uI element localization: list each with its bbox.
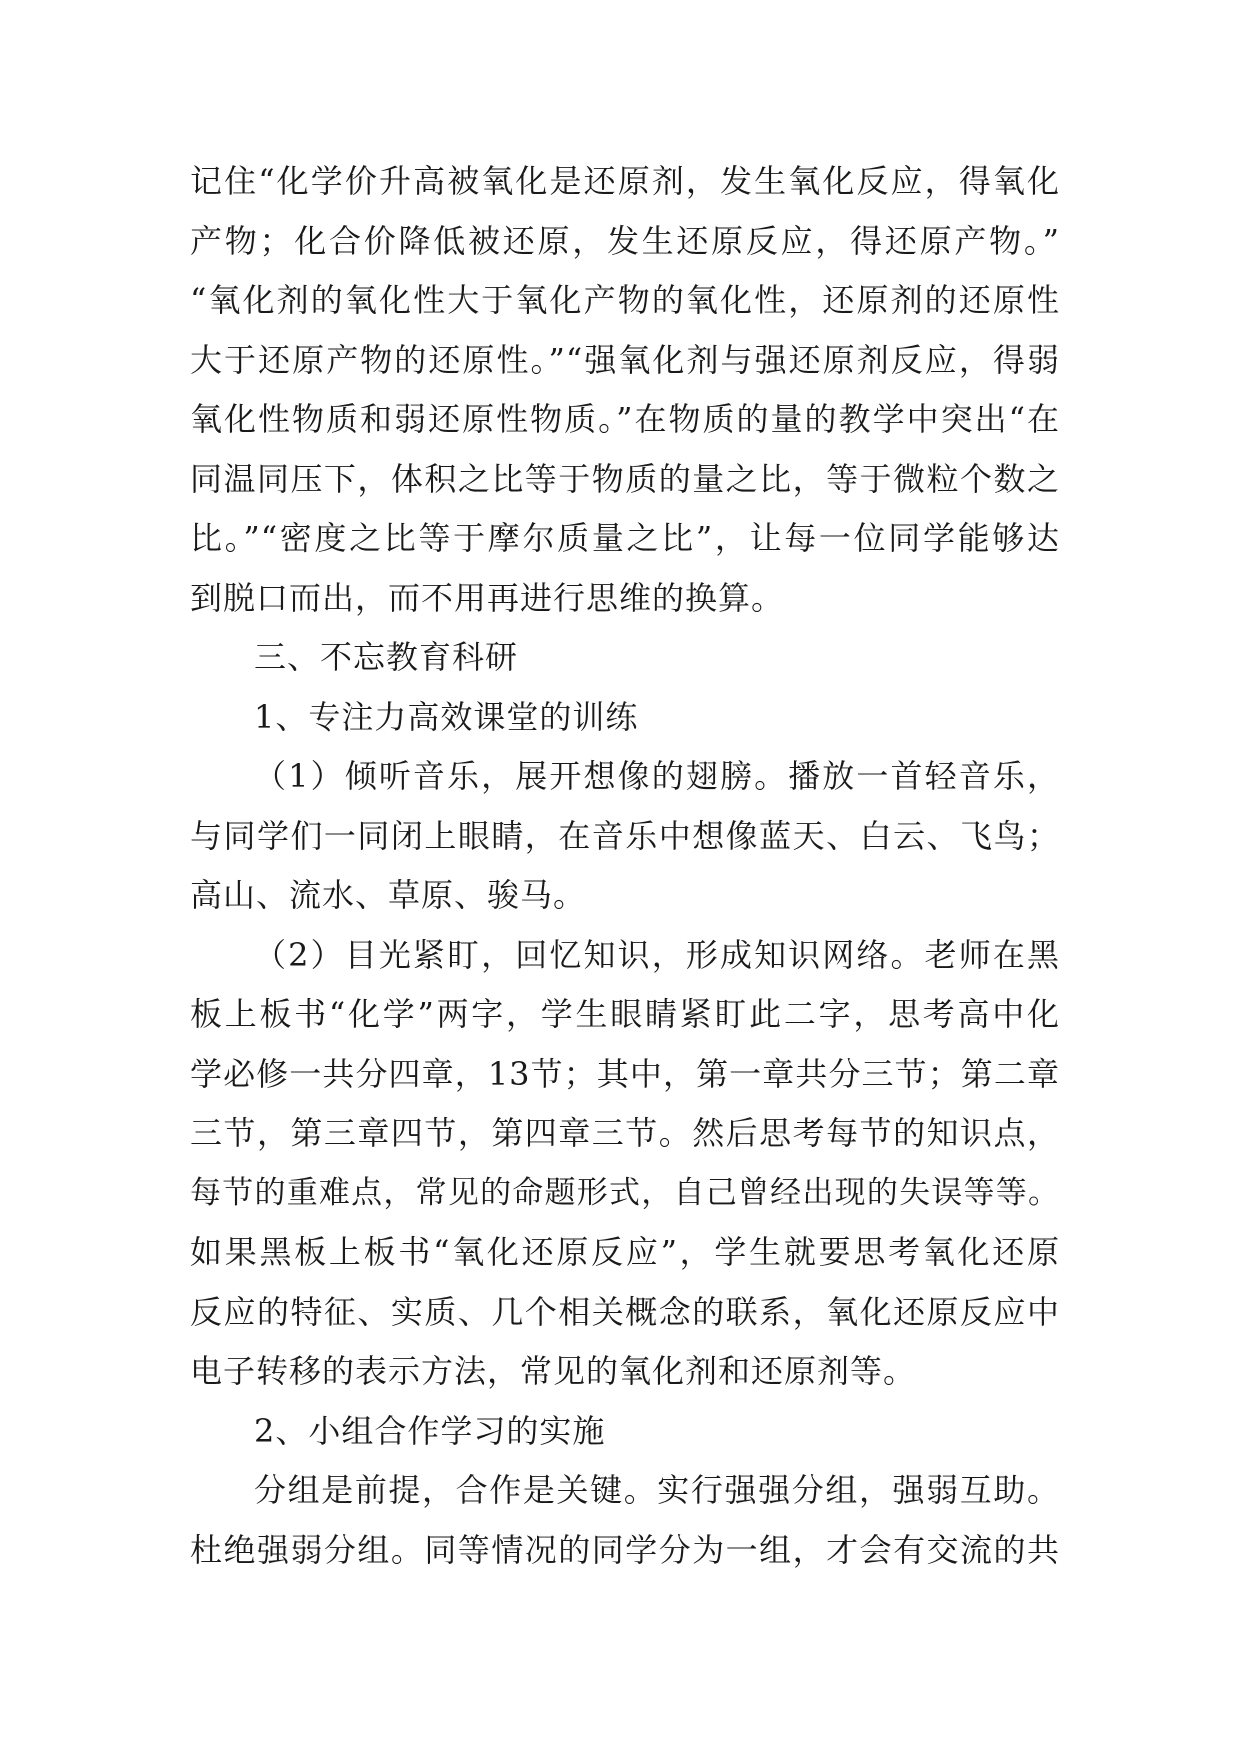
text-line: 三节，第三章四节，第四章三节。然后思考每节的知识点， <box>190 1114 1060 1152</box>
text-line: 板上板书“化学”两字，学生眼睛紧盯此二字，思考高中化 <box>190 995 1060 1033</box>
text-line: 每节的重难点，常见的命题形式，自己曾经出现的失误等等。 <box>190 1174 1060 1211</box>
text-line: 2、小组合作学习的实施 <box>254 1411 606 1450</box>
text-line: 到脱口而出，而不用再进行思维的换算。 <box>190 578 785 617</box>
text-line: （2）目光紧盯，回忆知识，形成知识网络。老师在黑 <box>254 935 1060 974</box>
text-line: 电子转移的表示方法，常见的氧化剂和还原剂等。 <box>190 1352 917 1390</box>
text-line: 1、专注力高效课堂的训练 <box>254 697 639 736</box>
body-text <box>190 152 1060 1580</box>
text-line: （1）倾听音乐，展开想像的翅膀。播放一首轻音乐， <box>254 757 1060 795</box>
text-line: 与同学们一同闭上眼睛，在音乐中想像蓝天、白云、飞鸟； <box>190 816 1060 855</box>
text-line: 氧化性物质和弱还原性物质。”在物质的量的教学中突出“在 <box>190 400 1060 438</box>
text-line: 如果黑板上板书“氧化还原反应”，学生就要思考氧化还原 <box>190 1233 1060 1271</box>
text-line: 三、不忘教育科研 <box>254 638 519 676</box>
text-line: 高山、流水、草原、骏马。 <box>190 876 587 914</box>
text-line: “氧化剂的氧化性大于氧化产物的氧化性，还原剂的还原性 <box>190 281 1060 319</box>
text-line: 分组是前提，合作是关键。实行强强分组，强弱互助。 <box>254 1471 1060 1509</box>
text-line: 反应的特征、实质、几个相关概念的联系，氧化还原反应中 <box>190 1292 1060 1331</box>
text-line: 杜绝强弱分组。同等情况的同学分为一组，才会有交流的共 <box>190 1530 1060 1569</box>
text-line: 同温同压下，体积之比等于物质的量之比，等于微粒个数之 <box>190 459 1060 498</box>
text-line: 比。”“密度之比等于摩尔质量之比”，让每一位同学能够达 <box>190 519 1060 557</box>
text-line: 产物；化合价降低被还原，发生还原反应，得还原产物。” <box>190 221 1060 260</box>
text-line: 记住“化学价升高被氧化是还原剂，发生氧化反应，得氧化 <box>190 162 1060 200</box>
text-line: 学必修一共分四章，13节；其中，第一章共分三节；第二章 <box>190 1054 1060 1093</box>
text-line: 大于还原产物的还原性。”“强氧化剂与强还原剂反应，得弱 <box>190 340 1060 379</box>
